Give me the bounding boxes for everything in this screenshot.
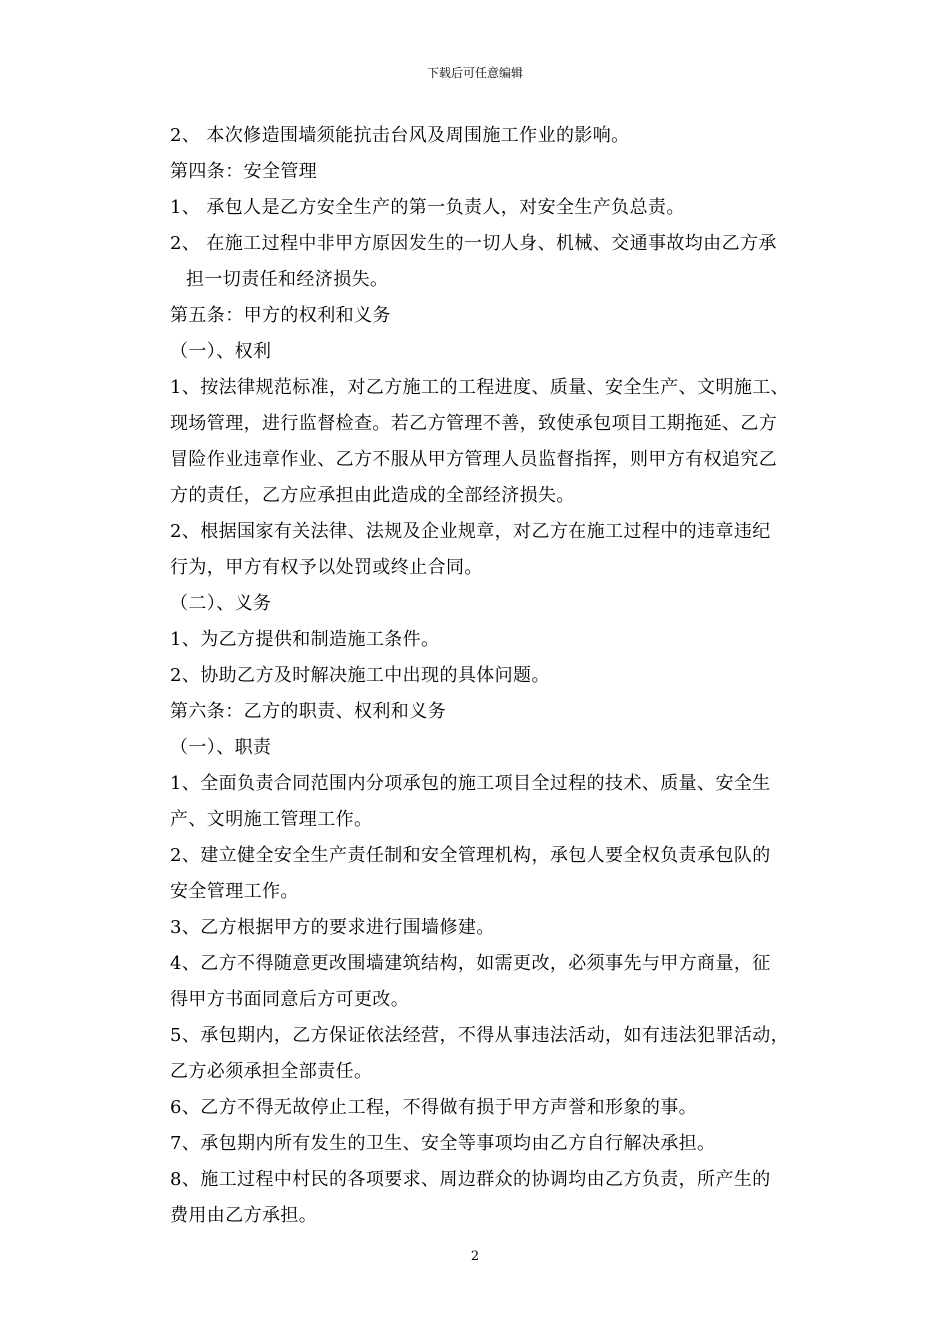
clause-line: 3、乙方根据甲方的要求进行围墙修建。 [170,917,495,938]
clause-line: 现场管理，进行监督检查。若乙方管理不善，致使承包项目工期拖延、乙方 [170,413,778,434]
clause-line: 1、全面负责合同范围内分项承包的施工项目全过程的技术、质量、安全生 [170,773,771,794]
clause-line: 得甲方书面同意后方可更改。 [170,989,410,1010]
clause-line: 1、按法律规范标准，对乙方施工的工程进度、质量、安全生产、文明施工、 [170,377,790,398]
subsection-heading: （一）、职责 [170,737,272,758]
clause-line: 5、承包期内，乙方保证依法经营，不得从事违法活动，如有违法犯罪活动， [170,1025,790,1046]
clause-line: 8、施工过程中村民的各项要求、周边群众的协调均由乙方负责，所产生的 [170,1169,771,1190]
clause-line: 产、文明施工管理工作。 [170,809,373,830]
page-number: 2 [470,1249,480,1264]
section-heading: 第四条：安全管理 [170,161,318,182]
clause-line: 2、 在施工过程中非甲方原因发生的一切人身、机械、交通事故均由乙方承 [170,233,777,254]
clause-line: 行为，甲方有权予以处罚或终止合同。 [170,557,483,578]
clause-line: 冒险作业违章作业、乙方不服从甲方管理人员监督指挥，则甲方有权追究乙 [170,449,778,470]
clause-line: 2、根据国家有关法律、法规及企业规章，对乙方在施工过程中的违章违纪 [170,521,771,542]
clause-line: 1、为乙方提供和制造施工条件。 [170,629,440,650]
clause-line: 2、建立健全安全生产责任制和安全管理机构，承包人要全权负责承包队的 [170,845,771,866]
clause-line: 1、 承包人是乙方安全生产的第一负责人，对安全生产负总责。 [170,197,685,218]
document-body [170,118,820,1234]
clause-line: 安全管理工作。 [170,881,299,902]
clause-line: 乙方必须承担全部责任。 [170,1061,373,1082]
clause-line: 4、乙方不得随意更改围墙建筑结构，如需更改，必须事先与甲方商量，征 [170,953,771,974]
subsection-heading: （二）、义务 [170,593,272,614]
clause-line: 方的责任，乙方应承担由此造成的全部经济损失。 [170,485,575,506]
section-heading: 第五条：甲方的权利和义务 [170,305,391,326]
subsection-heading: （一）、权利 [170,341,272,362]
clause-line: 6、乙方不得无故停止工程，不得做有损于甲方声誉和形象的事。 [170,1097,698,1118]
clause-line-continuation: 担一切责任和经济损失。 [186,269,389,290]
clause-line: 2、 本次修造围墙须能抗击台风及周围施工作业的影响。 [170,125,630,146]
clause-line: 费用由乙方承担。 [170,1205,318,1226]
section-heading: 第六条：乙方的职责、权利和义务 [170,701,446,722]
clause-line: 7、承包期内所有发生的卫生、安全等事项均由乙方自行解决承担。 [170,1133,716,1154]
page-header: 下载后可任意编辑 [426,66,523,80]
clause-line: 2、协助乙方及时解决施工中出现的具体问题。 [170,665,550,686]
